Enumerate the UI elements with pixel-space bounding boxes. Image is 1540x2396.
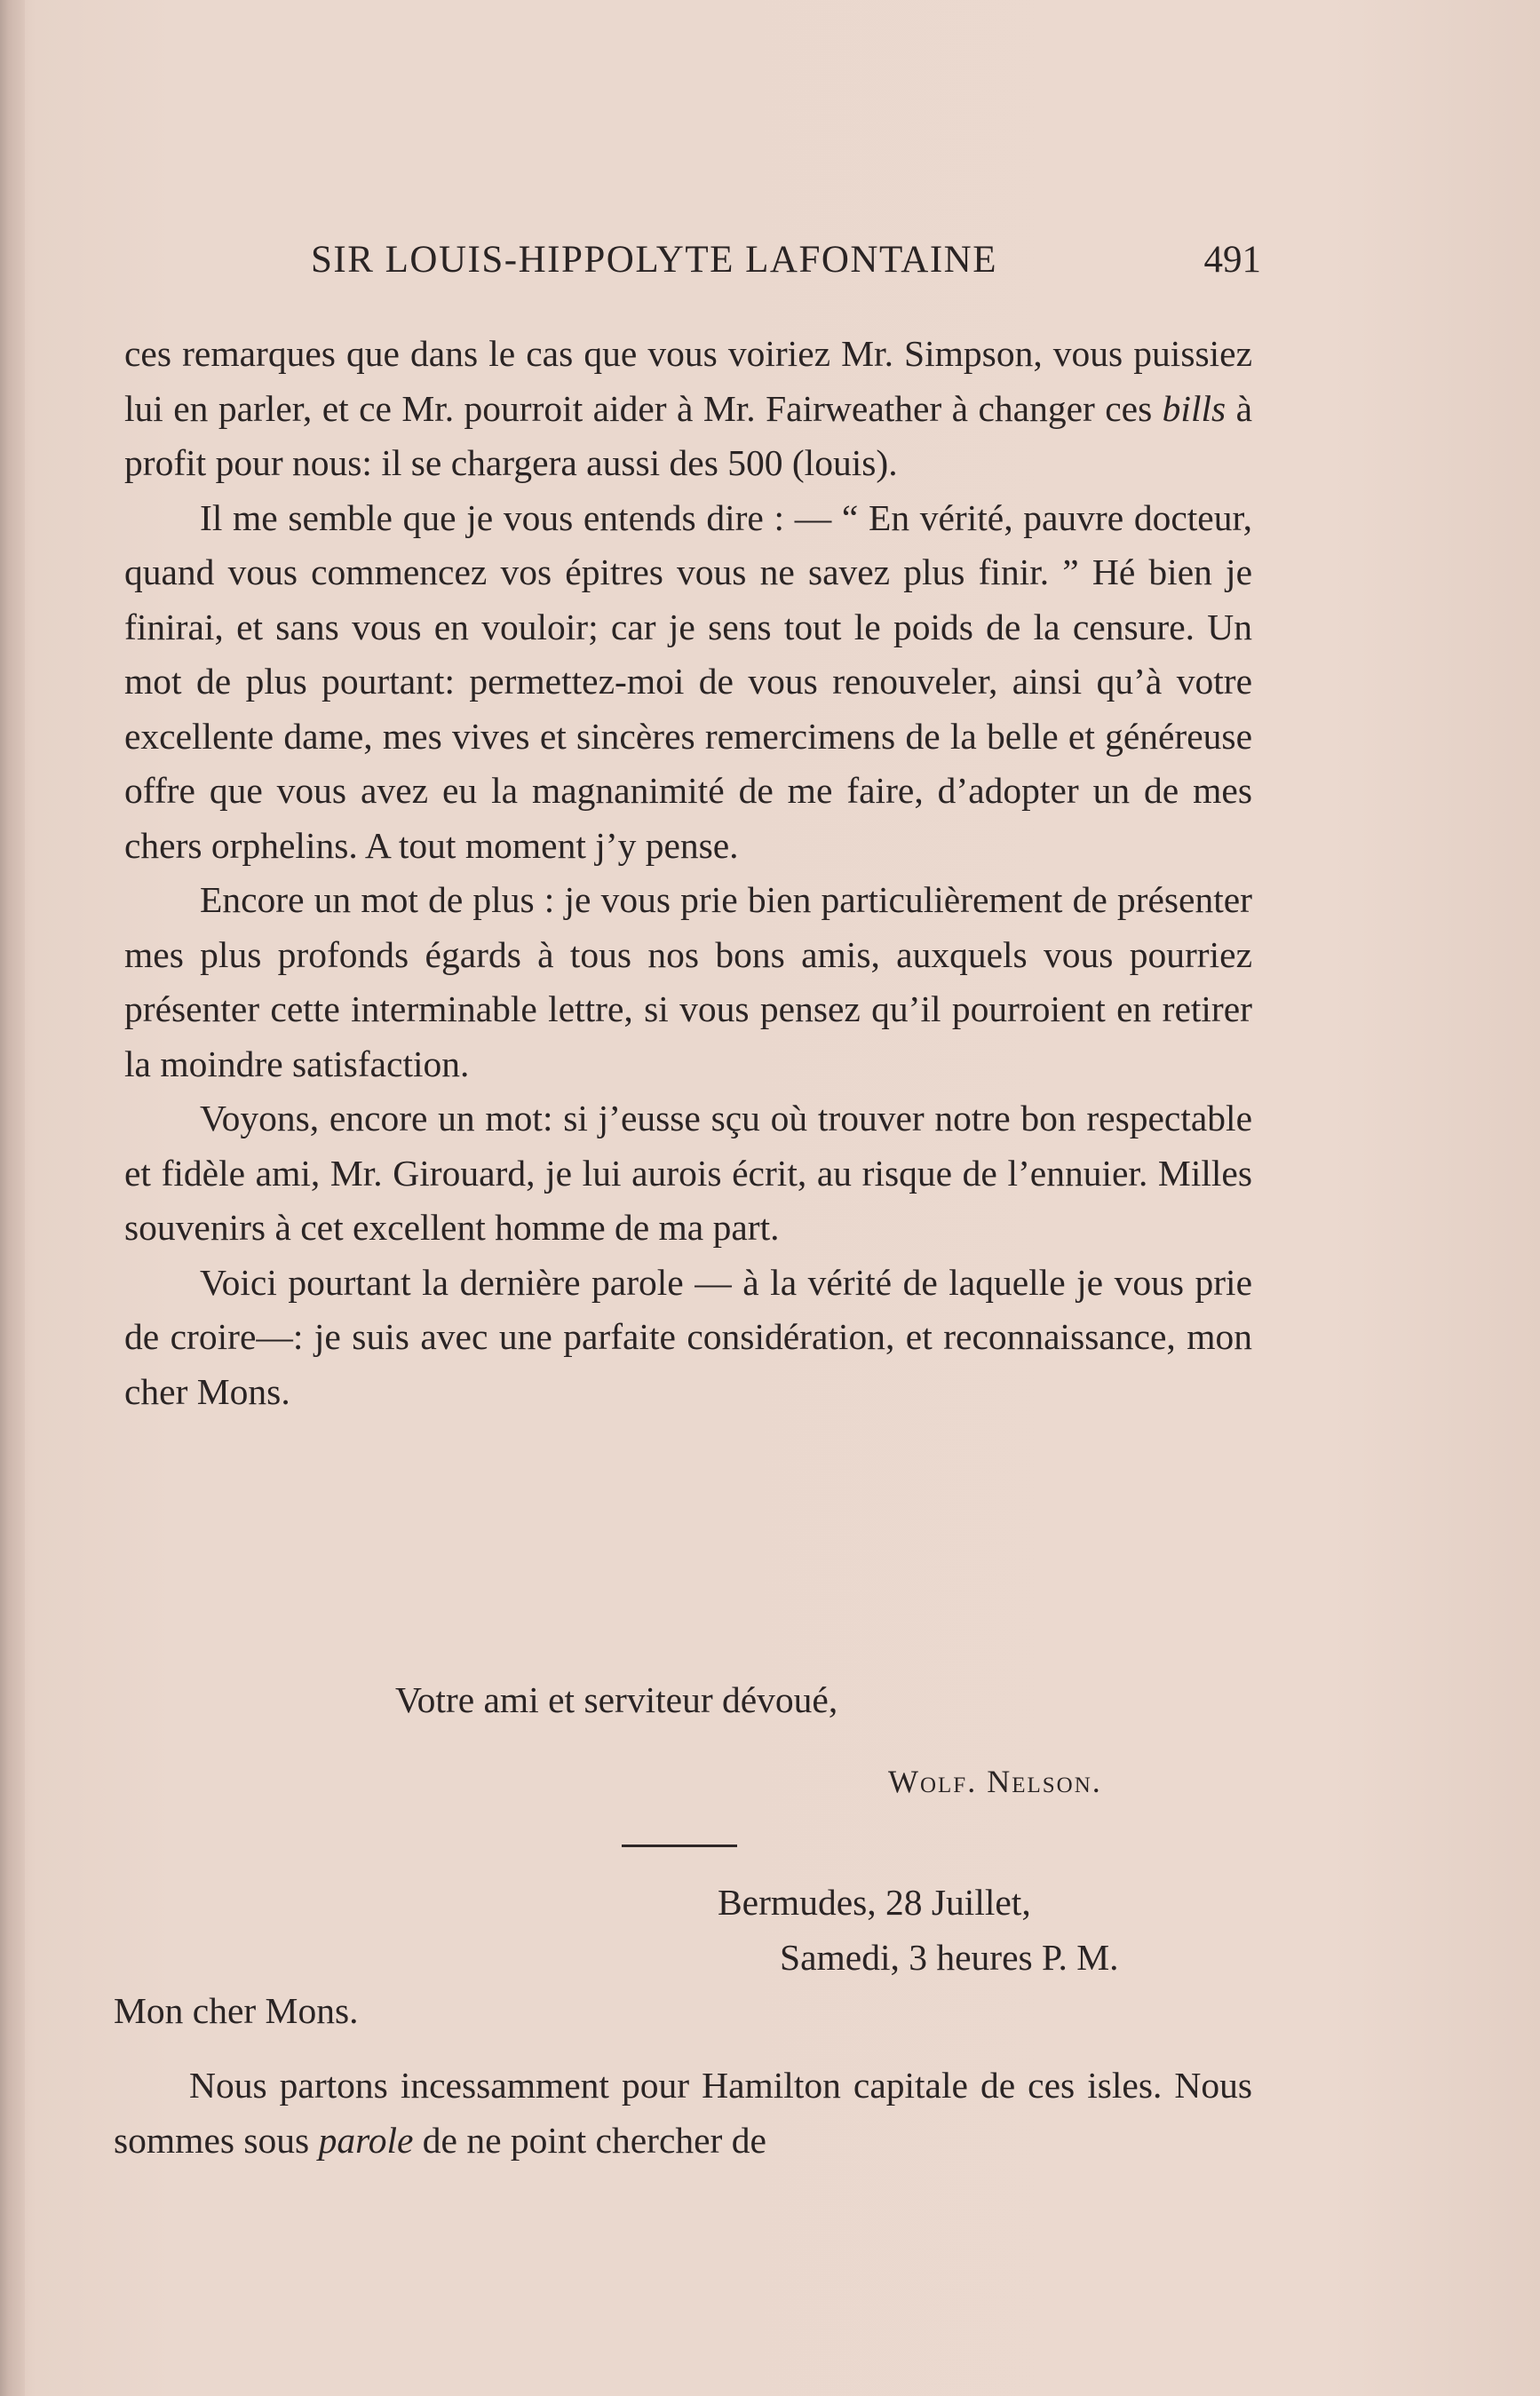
page-number: 491 [1203,239,1261,281]
letter-closing: Votre ami et serviteur dévoué, [395,1679,838,1720]
section-divider [622,1845,737,1847]
paragraph-text-segment: ces remarques que dans le cas que vous voiriez Mr. Simpson, vous puissiez lui en parler, et ce Mr. pourroit aider à Mr. Fairweather à changer ces [124,333,1252,429]
paragraph: Il me semble que je vous entends dire : — “ En vérité, pauvre docteur, quand vous commencez vos épitres vous ne savez plus finir. ” Hé bien je finirai, et sans vous en vouloir; car je sens tout le poids de la censure. Un mot de plus pourtant: permettez-moi de vous renouveler, ainsi qu’à votre excellente dame, mes vives et sincères remercimens de la belle et généreuse offre que vous avez eu la magnanimité de me faire, d’adopter un de mes chers orphelins. A tout moment j’y pense. [124,496,1252,866]
paragraph-text-segment: de ne point chercher de [413,2119,766,2161]
paragraph-text-segment: à profit pour nous: il se chargera aussi des 500 (louis). [124,387,1253,483]
book-gutter [0,0,25,2396]
letter-salutation: Mon cher Mons. [114,1990,359,2031]
letter-signature: Wolf. Nelson. [888,1764,1102,1799]
paragraph: Encore un mot de plus : je vous prie bien particulièrement de présenter mes plus profonds égards à tous nos bons amis, auxquels vous pourriez présenter cette interminable lettre, si vous pensez qu’il pourroient en retirer la moindre satisfaction. [124,879,1252,1084]
letter-body [124,327,1252,1419]
paragraph-continuation [124,327,1252,491]
paragraph-final [114,2059,1252,2168]
running-header [311,238,1261,291]
running-header-title: SIR LOUIS-HIPPOLYTE LAFONTAINE [311,239,997,281]
paragraph: Voici pourtant la dernière parole — à la vérité de laquelle je vous prie de croire—: je suis avec une parfaite considération, et reconnaissance, mon cher Mons. [124,1261,1252,1412]
paragraph-italic-word: parole [318,2119,414,2161]
paragraph-italic-word: bills [1162,387,1226,429]
paragraph: Voyons, encore un mot: si j’eusse sçu où trouver notre bon respectable et fidèle ami, Mr. Girouard, je lui aurois écrit, au risque de l’ennuier. Milles souvenirs à cet excellent homme de ma part. [124,1098,1252,1248]
paragraph-text-segment: Nous partons incessamment pour Hamilton capitale de ces isles. Nous sommes sous [114,2065,1252,2161]
paragraph [114,2059,1252,2168]
dateline-place-date: Bermudes, 28 Juillet, [718,1882,1031,1923]
dateline-time: Samedi, 3 heures P. M. [780,1937,1119,1978]
